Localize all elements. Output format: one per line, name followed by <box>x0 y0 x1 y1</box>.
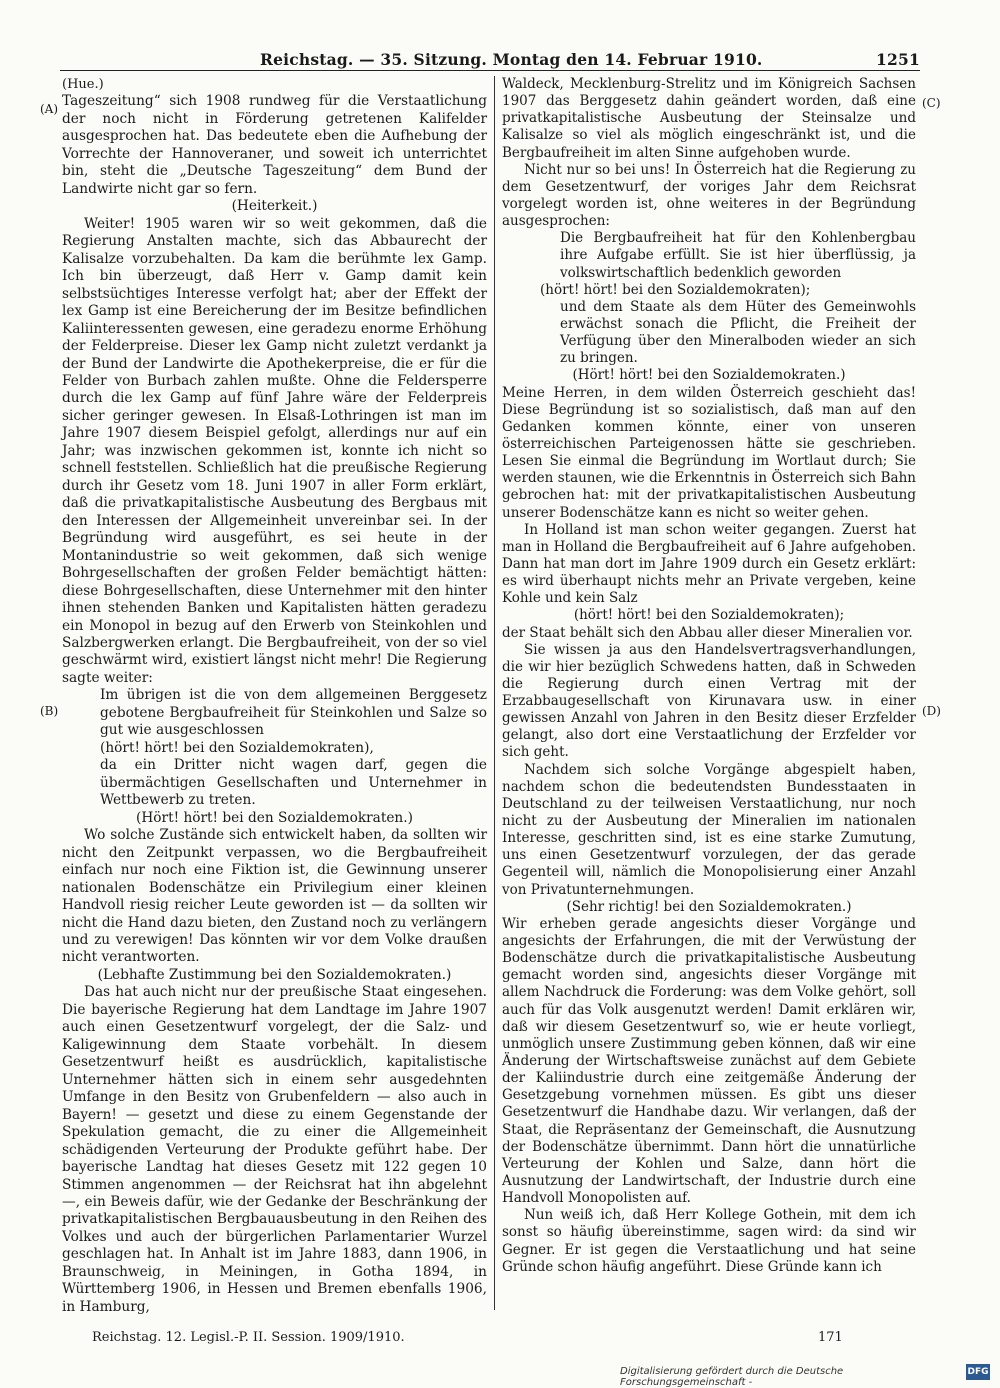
paragraph: Im übrigen ist die von dem allgemeinen Berggesetz gebotene Bergbaufreiheit für Steinkohlen und Salze so gut wie ausgeschlossen <box>100 687 487 739</box>
paragraph: Die Bergbaufreiheit hat für den Kohlenbergbau ihre Aufgabe erfüllt. Sie ist hier überflüssig, ja volkswirtschaftlich bedenklich geworden <box>560 230 916 281</box>
paragraph: Waldeck, Mecklenburg-Strelitz und im Königreich Sachsen 1907 das Berggesetz dahin geändert worden, daß eine privatkapitalistische Ausbeutung der Steinsalze und Kalisalze so viel als möglich eingeschränkt ist, und die Bergbaufreiheit im alten Sinne aufgehoben wurde. <box>502 76 916 161</box>
margin-marker-d: (D) <box>922 704 941 718</box>
margin-marker-b: (B) <box>40 704 59 718</box>
paragraph: da ein Dritter nicht wagen darf, gegen die übermächtigen Gesellschaften und Unternehmer in Wettbewerb zu treten. <box>100 757 487 809</box>
paragraph: Nachdem sich solche Vorgänge abgespielt haben, nachdem schon die bedeutendsten Bundesstaaten in Deutschland zu der teilweisen Verstaatlichung, nur noch nicht zu der Ausbeutung der Mineralien im nationalen Interesse, geschritten sind, ist es eine starke Zumutung, uns einen Gesetzentwurf vorzulegen, der das gerade Gegenteil will, nämlich die Monopolisierung einer Anzahl von Privatunternehmungen. <box>502 761 916 898</box>
paragraph: Wir erheben gerade angesichts dieser Vorgänge und angesichts der Erfahrungen, die mit der Verwüstung der Bodenschätze durch die privatkapitalistische Ausbeutung gemacht worden sind, angesichts dieser Vorgänge mit allem Nachdruck die Forderung: was dem Volke gehört, soll auch für das Volk ausgenutzt werden! Damit erklären wir, daß wir diesem Gesetzentwurf so, wie er heute vorliegt, unmöglich unsere Zustimmung geben können, daß wir eine Änderung der Wirtschaftsweise zunächst auf dem Gebiete der Kaliindustrie durch eine zeitgemäße Änderung der Gesetzgebung vornehmen müssen. Es gibt uns dieser Gesetzentwurf die Handhabe dazu. Wir verlangen, daß der Staat, die Repräsentanz der Gemeinschaft, die Ausnutzung der Bodenschätze übernimmt. Dann hört die unnatürliche Verteurung der Kohlen und Salze, dann hört die Ausnutzung der Landwirtschaft, der Industrie durch eine Handvoll Monopolisten auf. <box>502 915 916 1207</box>
page-header <box>60 50 920 72</box>
paragraph: (hört! hört! bei den Sozialdemokraten), <box>100 739 374 756</box>
paragraph: (Hört! hört! bei den Sozialdemokraten.) <box>572 367 846 384</box>
paragraph: Das hat auch nicht nur der preußische Staat eingesehen. Die bayerische Regierung hat dem Landtage im Jahre 1907 auch einen Gesetzentwurf vorgelegt, der die Salz- und Kaligewinnung dem Staate vorbehält. In diesem Gesetzentwurf heißt es ausdrücklich, kapitalistische Unternehmer hätten sich in einem sehr ausgedehnten Umfange in den Besitz von Grubenfeldern — also auch in Bayern! — gesetzt und diese zu einem Gegenstande der Spekulation gemacht, die zu einer die Allgemeinheit schädigenden Verteurung der Produkte geführt habe. Der bayerische Landtag hat dieses Gesetz mit 122 gegen 10 Stimmen angenommen — der Reichsrat hat ihn abgelehnt —, ein Beweis dafür, wie der Gedanke der Beschränkung der privatkapitalistischen Bergbauausbeutung in den Reihen des Volkes und auch der bürgerlichen Parlamentarier Wurzel geschlagen hat. In Anhalt ist im Jahre 1883, dann 1906, in Braunschweig, in Meiningen, in Gotha 1894, in Württemberg 1906, in Hessen und Bremen ebenfalls 1906, in Hamburg, <box>62 984 487 1315</box>
digitization-credit: Digitalisierung gefördert durch die Deutsche Forschungsgemeinschaft - <box>620 1366 844 1388</box>
paragraph: Weiter! 1905 waren wir so weit gekommen, daß die Regierung Anstalten machte, sich das Abbaurecht der Kalisalze vorzubehalten. Da kam die berühmte lex Gamp. Ich bin überzeugt, daß Herr v. Gamp damit kein selbstsüchtiges Interesse verfolgt hat; aber der Effekt der lex Gamp ist eine Bereicherung der im Besitze befindlichen Kaliinteressenten gewesen, eine geradezu enorme Erhöhung der Felderpreise. Dieser lex Gamp nicht zuletzt verdankt ja der Bund der Landwirte die Apothekerpreise, die er für die Felder von Burbach zahlen mußte. Ohne die Feldersperre durch die lex Gamp auf fünf Jahre wäre der Felderpreis sicher geringer gewesen. In Elsaß-Lothringen ist man im Jahre 1907 diesem Beispiel gefolgt, allerdings nur auf ein Jahr; was inzwischen gekommen ist, konnte ich nicht so schnell feststellen. Schließlich hat die preußische Regierung durch ihr Gesetz vom 18. Juni 1907 in aller Form erklärt, daß die privatkapitalistische Ausbeutung des Bergbaus mit den Interessen der Allgemeinheit unvereinbar sei. In der Begründung wird ausgeführt, es sei heute in der Montanindustrie so weit gekommen, daß sich wenige Bohrgesellschaften der großen Felder bemächtigt hätten: diese Bohrgesellschaften, diese Unternehmer mit den hinter ihnen stehenden Banken und Kapitalisten hätten geradezu ein Monopol in bezug auf den Erwerb von Steinkohlen und Salzbergwerken erlangt. Die Bergbaufreiheit, von der so viel geschwärmt wird, existiert längst nicht mehr! Die Regierung sagte weiter: <box>62 215 487 686</box>
paragraph: Meine Herren, in dem wilden Österreich geschieht das! Diese Begründung ist so sozialistisch, daß man auf den Gedanken kommen könnte, einer von unseren österreichischen Parteigenossen hätte sie geschrieben. Lesen Sie einmal die Begründung im Wortlaut durch; Sie werden staunen, wie die Erkenntnis in Österreich sich Bahn gebrochen hat: mit der privatkapitalistischen Ausbeutung unserer Bodenschätze kann es nicht so weiter gehen. <box>502 384 916 521</box>
left-column <box>62 76 487 1316</box>
paragraph: (Sehr richtig! bei den Sozialdemokraten.) <box>566 898 852 915</box>
header-rule <box>60 70 920 71</box>
paragraph: (Lebhafte Zustimmung bei den Sozialdemokraten.) <box>97 966 452 983</box>
paragraph: Wo solche Zustände sich entwickelt haben, da sollten wir nicht den Zeitpunkt verpassen, wo die Bergbaufreiheit einfach nur noch eine Fiktion ist, die Gewinnung unserer nationalen Bodenschätze ein Privilegium einer kleinen Handvoll riesig reicher Leute geworden ist — da sollten wir nicht die Hand dazu bieten, den Zustand noch zu verlängern und zu verewigen! Das könnten wir vor dem Volke draußen nicht verantworten. <box>62 827 487 966</box>
footer-session: Reichstag. 12. Legisl.-P. II. Session. 1909/1910. <box>92 1330 405 1345</box>
dfg-logo: DFG <box>966 1364 990 1380</box>
speaker-name: (Hue.) <box>62 77 104 92</box>
paragraph: (Hört! hört! bei den Sozialdemokraten.) <box>136 809 413 826</box>
paragraph: (Heiterkeit.) <box>231 198 318 215</box>
paragraph: Nicht nur so bei uns! In Österreich hat die Regierung zu dem Gesetzentwurf, der voriges Jahr dem Reichsrat vorgelegt worden ist, ohne weiteres in der Begründung ausgesprochen: <box>502 161 916 230</box>
header-title: Reichstag. — 35. Sitzung. Montag den 14. Februar 1910. <box>260 50 763 69</box>
margin-marker-c: (C) <box>922 96 941 110</box>
margin-marker-a: (A) <box>40 102 59 116</box>
paragraph: (hört! hört! bei den Sozialdemokraten); <box>540 281 811 298</box>
paragraph: der Staat behält sich den Abbau aller dieser Mineralien vor. <box>502 624 913 641</box>
paragraph: Nun weiß ich, daß Herr Kollege Gothein, mit dem ich sonst so häufig übereinstimme, sagen wird: da sind wir Gegner. Er ist gegen die Verstaatlichung und hat seine Gründe schon häufig angeführt. Diese Gründe kann ich <box>502 1207 916 1275</box>
paragraph: und dem Staate als dem Hüter des Gemeinwohls erwächst sonach die Pflicht, die Freiheit der Verfügung über den Mineralboden wieder an sich zu bringen. <box>560 298 916 367</box>
paragraph: Sie wissen ja aus den Handelsvertragsverhandlungen, die wir hier bezüglich Schwedens hatten, daß in Schweden die Regierung durch einen Vertrag mit der Erzabbaugesellschaft von Kirunavara usw. in einer gewissen Anzahl von Jahren in den Besitz dieser Erzfelder gelangt, also dort eine Verstaatlichung der Erzfelder vor sich geht. <box>502 641 916 761</box>
paragraph: Tageszeitung“ sich 1908 rundweg für die Verstaatlichung der noch nicht in Förderung getretenen Kalifelder ausgesprochen hat. Das bedeutete eben die Aufhebung der Vorrechte der Hannoveraner, und soweit ich unterrichtet bin, steht die „Deutsche Tageszeitung“ dem Bund der Landwirte nicht gar so fern. <box>62 93 487 197</box>
paragraph: In Holland ist man schon weiter gegangen. Zuerst hat man in Holland die Bergbaufreiheit auf 6 Jahre aufgehoben. Dann hat man dort im Jahre 1909 durch ein Gesetz erklärt: es wird überhaupt nichts mehr an Private vergeben, keine Kohle und kein Salz <box>502 521 916 607</box>
paragraph: (hört! hört! bei den Sozialdemokraten); <box>573 607 845 624</box>
column-divider <box>494 76 495 1310</box>
right-column <box>502 76 916 1276</box>
page-number: 1251 <box>876 50 920 69</box>
footer-sheet-number: 171 <box>818 1330 843 1345</box>
